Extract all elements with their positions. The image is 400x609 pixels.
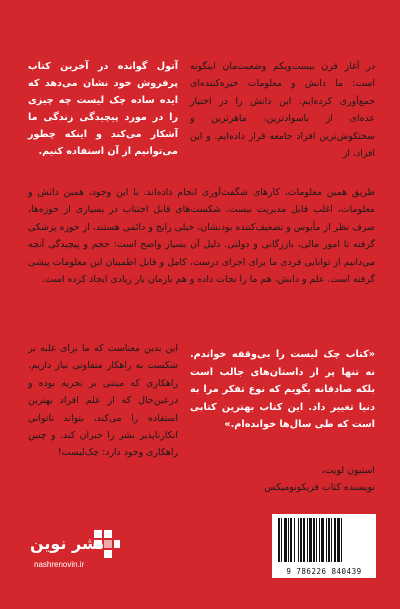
quote-attribution <box>190 462 375 497</box>
attribution-name: استیون لویت، <box>321 465 375 476</box>
intro-paragraph <box>190 58 375 162</box>
summary-highlight <box>28 58 178 160</box>
review-quote-text: «کتاب چک لیست را بی‌وقفه خواندم. نه تنها پر از داستان‌های جالب است بلکه صادقانه بگویم که نوع تفکر مرا به دنیا تغییر داد. این کتاب بهترین کتابی است که طی سال‌ها خوانده‌ام.» <box>190 349 375 430</box>
review-quote <box>190 346 375 434</box>
publisher-logo <box>28 522 128 582</box>
conclusion-paragraph <box>28 340 178 462</box>
isbn-barcode <box>272 514 376 578</box>
body-paragraph <box>28 184 375 288</box>
barcode-number: 9 786226 840439 <box>286 567 362 576</box>
conclusion-paragraph-text: این بدین معناست که ما برای غلبه بر شکست به راهکار متفاوتی نیاز داریم. راهکاری که مبتنی بر تجربه بوده و درعین‌حال که از علم افراد بهترین استفاده را می‌کند، بتواند ناتوانی انکارناپذیر بشر را جبران کند. و چنین راهکاری وجود دارد: چک‌لیست! <box>28 343 178 459</box>
body-paragraph-text: طریق همین معلومات، کارهای شگفت‌آوری انجام داده‌اند. با این وجود، همین دانش و معلومات، اغلب قابل مدیریت نیست. شکست‌های قابل اجتناب در بسیاری از حوزه‌ها، صرف نظر از مأیوس و تضعیف‌کننده بودنشان، خیلی رایج و دائمی هستند، از حوزه پزشکی گرفته تا امور مالی، بازرگانی و دولتی. دلیل آن بسیار واضح است: حجم و پیچیدگی آنچه می‌دانیم از توانایی فردی ما برای اجرای درست، کامل و قابل اطمینان این معلومات پیشی گرفته است. علم و دانش، هم ما را نجات داده و هم بارمان بار زیادی ایجاد کرده است. <box>28 187 375 286</box>
summary-highlight-text: آتول گوانده در آخرین کتاب پرفروش خود نشان می‌دهد که ایده ساده چک لیست چه چیزی را در مورد پیچیدگی زندگی ما آشکار می‌کند و اینکه چطور می‌توانیم از آن استفاده کنیم. <box>28 61 178 157</box>
intro-paragraph-text: در آغاز قرن بیست‌ویکم وضعیت‌مان اینگونه است: ما دانش و معلومات خیره‌کننده‌ای جمع‌آوری کرده‌ایم. این دانش را در اختیار عده‌ای از باسوادترین، ماهرترین و سختکوش‌ترین افراد جامعه قرار داده‌ایم. و این افراد، از <box>190 61 375 160</box>
attribution-role: نویسنده کتاب فریکونومیکس <box>264 482 375 494</box>
publisher-url: nashrenovin.ir <box>34 560 85 569</box>
publisher-name: نشر نوین <box>30 534 105 553</box>
barcode-bars-icon <box>276 518 372 562</box>
